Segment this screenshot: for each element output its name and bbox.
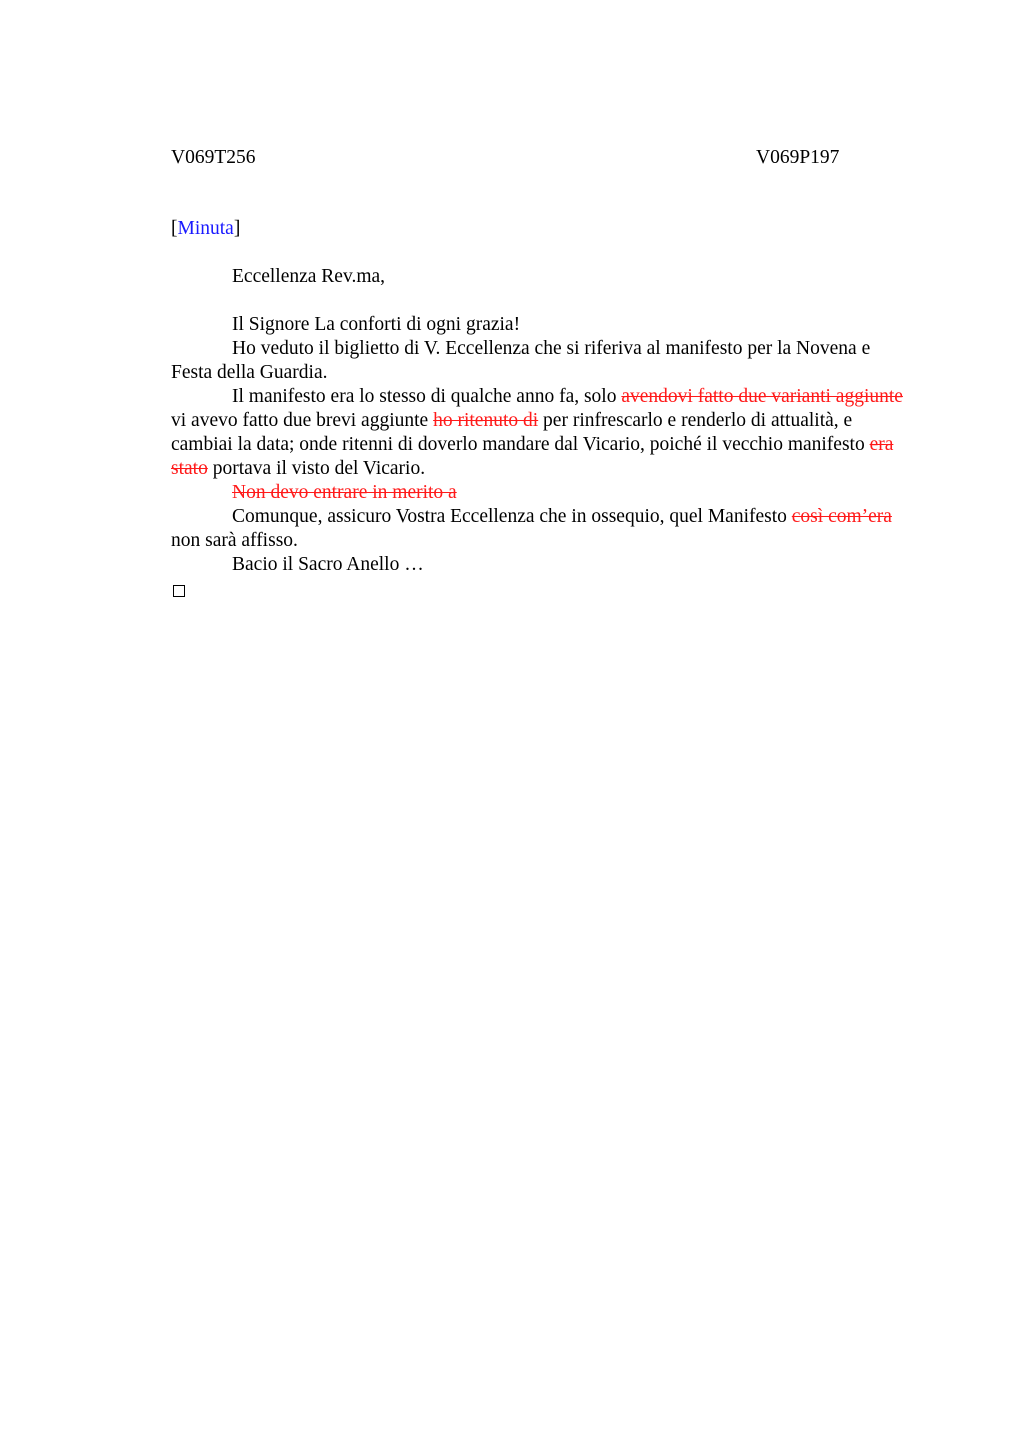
paragraph-biglietto: Ho veduto il biglietto di V. Eccellenza che si riferiva al manifesto per la Novena e Festa della Guardia.: [171, 338, 871, 383]
text-segment: portava il visto del Vicario.: [207, 458, 426, 479]
paragraph-assurance: [171, 505, 916, 553]
end-of-document-box: [173, 585, 185, 597]
label-text: Minuta: [177, 218, 234, 239]
text-segment: non sarà affisso.: [171, 530, 298, 551]
paragraph-closing: Bacio il Sacro Anello …: [232, 554, 424, 575]
document-code-left: V069T256: [171, 147, 256, 168]
minuta-label: [171, 217, 916, 241]
label-open-bracket: [: [171, 218, 178, 239]
text-segment: Comunque, assicuro Vostra Eccellenza che in ossequio, quel Manifesto: [232, 506, 792, 527]
spacer: [171, 241, 916, 265]
label-close-bracket: ]: [233, 218, 241, 239]
document-code-right: V069P197: [756, 147, 840, 168]
text-segment: Il manifesto era lo stesso di qualche anno fa, solo: [232, 386, 622, 407]
text-segment: per rinfrescarlo e renderlo di attualità, e cambiai la data; onde ritenni di doverlo mandare dal Vicario, poiché il vecchio manifesto: [171, 410, 870, 455]
paragraph-greeting: Il Signore La conforti di ogni grazia!: [232, 314, 521, 335]
deleted-text: era stato: [171, 434, 894, 479]
deleted-text: avendovi fatto due varianti aggiunte: [621, 386, 903, 407]
deleted-text: ho ritenuto di: [433, 410, 539, 431]
letter-body: [171, 217, 916, 597]
paragraph-deleted: [171, 481, 916, 505]
paragraph-manifesto: [171, 385, 916, 481]
deleted-text: Non devo entrare in merito a: [232, 482, 457, 503]
spacer: [171, 289, 916, 313]
salutation: Eccellenza Rev.ma,: [232, 266, 386, 287]
text-segment: vi avevo fatto due brevi aggiunte: [171, 410, 434, 431]
deleted-text: così com’era: [791, 506, 892, 527]
